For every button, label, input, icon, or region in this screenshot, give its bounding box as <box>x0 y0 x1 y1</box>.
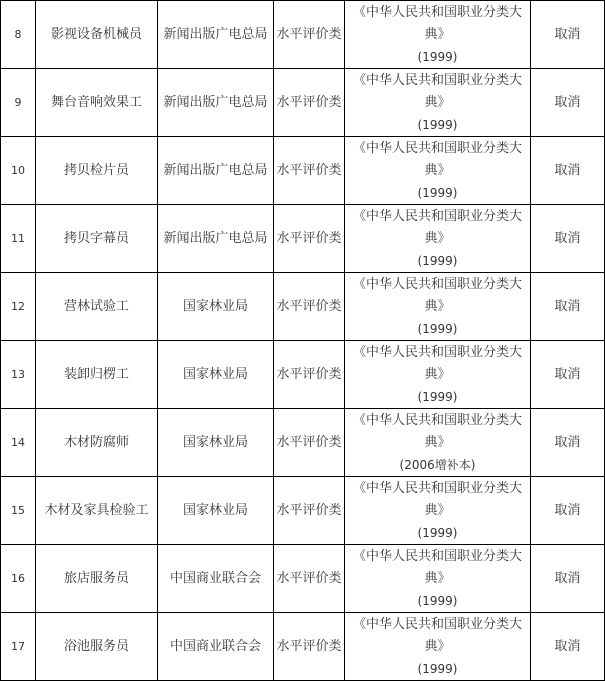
row-number: 14 <box>1 409 36 477</box>
source-reference <box>345 409 531 477</box>
source-reference <box>345 1 531 69</box>
row-number: 17 <box>1 613 36 681</box>
source-reference <box>345 69 531 137</box>
row-number: 12 <box>1 273 36 341</box>
department: 新闻出版广电总局 <box>158 205 274 273</box>
status: 取消 <box>531 409 605 477</box>
status: 取消 <box>531 341 605 409</box>
source-line-1: 《中华人民共和国职业分类大 <box>352 344 522 360</box>
evaluation-type: 水平评价类 <box>274 341 345 409</box>
source-year: (1999) <box>417 49 458 64</box>
source-line-1: 《中华人民共和国职业分类大 <box>352 276 522 292</box>
source-line-2: 典》 <box>424 434 451 450</box>
source-year: (1999) <box>417 389 458 404</box>
department: 新闻出版广电总局 <box>158 69 274 137</box>
source-line-2: 典》 <box>424 502 451 518</box>
department: 新闻出版广电总局 <box>158 1 274 69</box>
department: 中国商业联合会 <box>158 545 274 613</box>
department: 中国商业联合会 <box>158 613 274 681</box>
table-row <box>1 1 605 69</box>
table-row <box>1 409 605 477</box>
status: 取消 <box>531 69 605 137</box>
evaluation-type: 水平评价类 <box>274 273 345 341</box>
source-line-1: 《中华人民共和国职业分类大 <box>352 548 522 564</box>
department: 国家林业局 <box>158 341 274 409</box>
occupation-name: 拷贝检片员 <box>36 137 158 205</box>
department: 国家林业局 <box>158 409 274 477</box>
source-year: (1999) <box>417 525 458 540</box>
table-row <box>1 137 605 205</box>
evaluation-type: 水平评价类 <box>274 409 345 477</box>
source-reference <box>345 137 531 205</box>
occupation-name: 影视设备机械员 <box>36 1 158 69</box>
source-reference <box>345 205 531 273</box>
source-reference <box>345 545 531 613</box>
row-number: 11 <box>1 205 36 273</box>
table-row <box>1 477 605 545</box>
table-row <box>1 205 605 273</box>
row-number: 16 <box>1 545 36 613</box>
row-number: 9 <box>1 69 36 137</box>
source-line-2: 典》 <box>424 298 451 314</box>
source-year: (2006增补本) <box>399 457 476 472</box>
table-body <box>1 1 605 681</box>
source-line-2: 典》 <box>424 638 451 654</box>
source-line-2: 典》 <box>424 230 451 246</box>
source-line-1: 《中华人民共和国职业分类大 <box>352 72 522 88</box>
status: 取消 <box>531 477 605 545</box>
occupation-name: 舞台音响效果工 <box>36 69 158 137</box>
table-row <box>1 613 605 681</box>
source-year: (1999) <box>417 253 458 268</box>
evaluation-type: 水平评价类 <box>274 137 345 205</box>
evaluation-type: 水平评价类 <box>274 545 345 613</box>
status: 取消 <box>531 1 605 69</box>
source-reference <box>345 273 531 341</box>
source-year: (1999) <box>417 661 458 676</box>
source-line-2: 典》 <box>424 94 451 110</box>
source-line-2: 典》 <box>424 162 451 178</box>
occupation-name: 营林试验工 <box>36 273 158 341</box>
occupation-name: 装卸归楞工 <box>36 341 158 409</box>
evaluation-type: 水平评价类 <box>274 477 345 545</box>
source-year: (1999) <box>417 185 458 200</box>
department: 国家林业局 <box>158 477 274 545</box>
source-line-1: 《中华人民共和国职业分类大 <box>352 412 522 428</box>
source-line-1: 《中华人民共和国职业分类大 <box>352 140 522 156</box>
evaluation-type: 水平评价类 <box>274 205 345 273</box>
source-year: (1999) <box>417 117 458 132</box>
occupation-name: 木材及家具检验工 <box>36 477 158 545</box>
source-line-1: 《中华人民共和国职业分类大 <box>352 480 522 496</box>
status: 取消 <box>531 545 605 613</box>
evaluation-type: 水平评价类 <box>274 69 345 137</box>
row-number: 13 <box>1 341 36 409</box>
department: 国家林业局 <box>158 273 274 341</box>
status: 取消 <box>531 273 605 341</box>
source-year: (1999) <box>417 593 458 608</box>
source-line-1: 《中华人民共和国职业分类大 <box>352 208 522 224</box>
table-row <box>1 341 605 409</box>
source-line-2: 典》 <box>424 26 451 42</box>
status: 取消 <box>531 137 605 205</box>
source-year: (1999) <box>417 321 458 336</box>
row-number: 15 <box>1 477 36 545</box>
row-number: 8 <box>1 1 36 69</box>
table-row <box>1 69 605 137</box>
occupation-name: 木材防腐师 <box>36 409 158 477</box>
source-reference <box>345 477 531 545</box>
department: 新闻出版广电总局 <box>158 137 274 205</box>
table-row <box>1 545 605 613</box>
table-row <box>1 273 605 341</box>
source-line-2: 典》 <box>424 570 451 586</box>
row-number: 10 <box>1 137 36 205</box>
source-line-1: 《中华人民共和国职业分类大 <box>352 616 522 632</box>
source-line-2: 典》 <box>424 366 451 382</box>
occupation-name: 拷贝字幕员 <box>36 205 158 273</box>
occupation-name: 浴池服务员 <box>36 613 158 681</box>
status: 取消 <box>531 613 605 681</box>
source-reference <box>345 613 531 681</box>
source-line-1: 《中华人民共和国职业分类大 <box>352 4 522 20</box>
evaluation-type: 水平评价类 <box>274 613 345 681</box>
source-reference <box>345 341 531 409</box>
occupation-name: 旅店服务员 <box>36 545 158 613</box>
evaluation-type: 水平评价类 <box>274 1 345 69</box>
status: 取消 <box>531 205 605 273</box>
